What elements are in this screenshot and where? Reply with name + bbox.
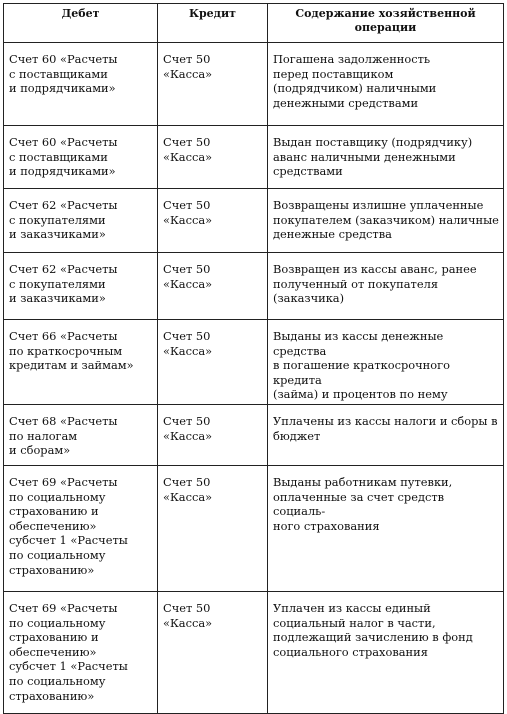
credit-cell: Счет 50 «Касса» xyxy=(158,591,268,713)
table-row xyxy=(4,43,504,126)
credit-cell: Счет 50 «Касса» xyxy=(158,320,268,405)
header-credit: Кредит xyxy=(158,4,268,43)
description-cell: Возвращен из кассы аванс, ранее полученный от покупателя (заказчика) xyxy=(268,253,504,320)
header-debit: Дебет xyxy=(4,4,158,43)
credit-cell: Счет 50 «Касса» xyxy=(158,465,268,591)
credit-cell: Счет 50 «Касса» xyxy=(158,43,268,126)
table-row xyxy=(4,253,504,320)
table-row xyxy=(4,404,504,465)
debit-cell: Счет 69 «Расчеты по социальному страхованию и обеспечению» субсчет 1 «Расчеты по социальному страхованию» xyxy=(4,591,158,713)
debit-cell: Счет 62 «Расчеты с покупателями и заказчиками» xyxy=(4,253,158,320)
credit-cell: Счет 50 «Касса» xyxy=(158,189,268,253)
credit-cell: Счет 50 «Касса» xyxy=(158,126,268,189)
debit-cell: Счет 69 «Расчеты по социальному страхованию и обеспечению» субсчет 1 «Расчеты по социальному страхованию» xyxy=(4,465,158,591)
credit-cell: Счет 50 «Касса» xyxy=(158,253,268,320)
table-row xyxy=(4,320,504,405)
debit-cell: Счет 60 «Расчеты с поставщиками и подрядчиками» xyxy=(4,43,158,126)
accounting-entries-table xyxy=(3,3,504,714)
description-cell: Выданы работникам путевки, оплаченные за счет средств социаль- ного страхования xyxy=(268,465,504,591)
table-row xyxy=(4,591,504,713)
credit-cell: Счет 50 «Касса» xyxy=(158,404,268,465)
description-cell: Уплачен из кассы единый социальный налог в части, подлежащий зачислению в фонд социального страхования xyxy=(268,591,504,713)
debit-cell: Счет 68 «Расчеты по налогам и сборам» xyxy=(4,404,158,465)
table-header-row xyxy=(4,4,504,43)
table-row xyxy=(4,465,504,591)
debit-cell: Счет 62 «Расчеты с покупателями и заказчиками» xyxy=(4,189,158,253)
debit-cell: Счет 66 «Расчеты по краткосрочным кредитам и займам» xyxy=(4,320,158,405)
description-cell: Выданы из кассы денежные средства в погашение краткосрочного кредита (займа) и процентов по нему xyxy=(268,320,504,405)
description-cell: Уплачены из кассы налоги и сборы в бюджет xyxy=(268,404,504,465)
debit-cell: Счет 60 «Расчеты с поставщиками и подрядчиками» xyxy=(4,126,158,189)
header-description: Содержание хозяйственной операции xyxy=(268,4,504,43)
table-row xyxy=(4,126,504,189)
description-cell: Возвращены излишне уплаченные покупателем (заказчиком) наличные денежные средства xyxy=(268,189,504,253)
description-cell: Выдан поставщику (подрядчику) аванс наличными денежными средствами xyxy=(268,126,504,189)
description-cell: Погашена задолженность перед поставщиком (подрядчиком) наличными денежными средствами xyxy=(268,43,504,126)
table-row xyxy=(4,189,504,253)
